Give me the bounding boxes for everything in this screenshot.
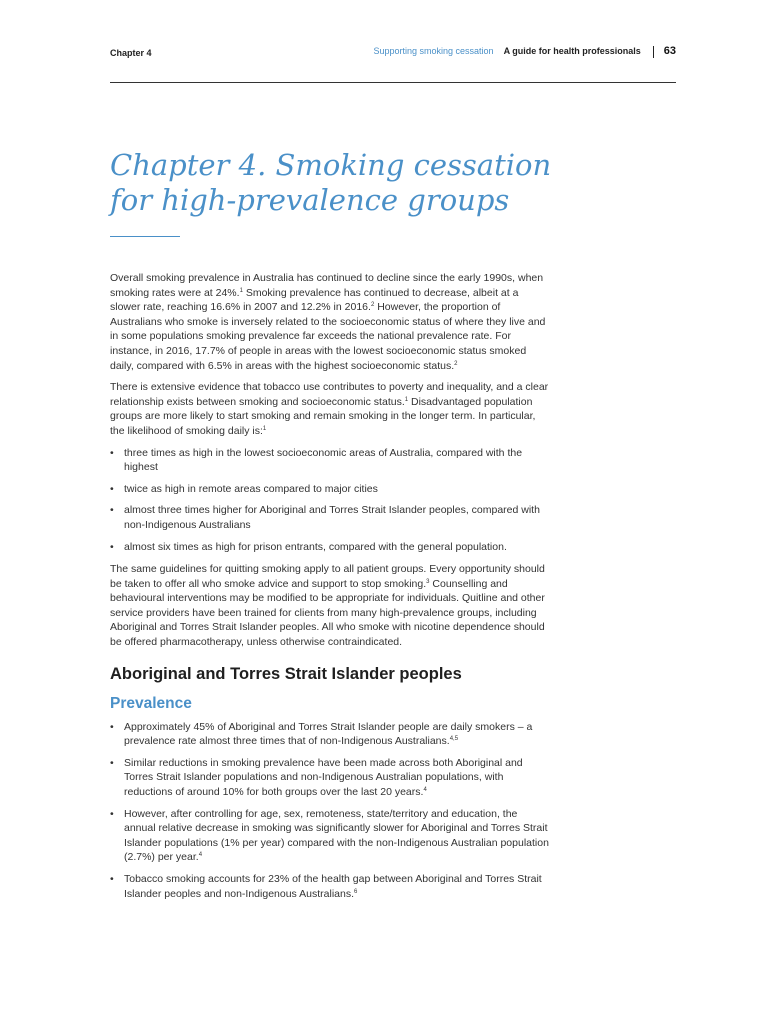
chapter-title-line-2: for high-prevalence groups [110,183,510,217]
citation-marker: 6 [354,888,358,895]
running-header [110,45,676,65]
citation-marker: 1 [262,425,267,432]
header-guide-title: A guide for health professionals [503,46,641,56]
citation-marker: 4,5 [449,736,459,743]
citation-marker: 4 [423,787,427,794]
section-heading: Aboriginal and Torres Strait Islander peoples [110,664,462,683]
citation-marker: 3 [426,578,430,585]
list-item: • almost three times higher for Aboriginal and Torres Strait Islander peoples, compared with non-Indigenous Australians [110,503,550,532]
citation-marker: 1 [239,287,243,294]
list-item: • Approximately 45% of Aboriginal and Torres Strait Islander people are daily smokers – a prevalence rate almost three times that of non-Indigenous Australians.$^{4,5}$ [110,720,550,749]
list-item: • Tobacco smoking accounts for 23% of the health gap between Aboriginal and Torres Strait Islander peoples and non-Indigenous Australians.$^6$ [110,872,550,901]
intro-paragraph-3: The same guidelines for quitting smoking apply to all patient groups. Every opportunity should be taken to offer all who smoke advice and support to stop smoking.$^3$ Counselling and behavioural interventions may be modified to be appropriate for individuals. Quitline and other service providers have been trained for clients from many high-prevalence groups, including Aboriginal and Torres Strait Islander peoples. All who smoke with nicotine dependence should be offered pharmacotherapy, unless otherwise contraindicated. [110,563,545,649]
chapter-title [110,148,670,218]
citation-marker: 1 [404,396,409,403]
header-right-group [373,45,676,58]
header-rule [110,82,676,83]
header-chapter-label: Chapter 4 [110,48,152,58]
list-item: • three times as high in the lowest socioeconomic areas of Australia, compared with the highest [110,446,550,475]
intro-paragraph-2: There is extensive evidence that tobacco use contributes to poverty and inequality, and a clear relationship exists between smoking and socioeconomic status.$^1$ Disadvantaged population groups are more likely to start smoking and remain smoking in the longer term. In particular, the likelihood of smoking daily is:$^1$ [110,381,549,437]
list-item: • Similar reductions in smoking prevalence have been made across both Aboriginal and Torres Strait Islander populations and non-Indigenous Australian populations, with reductions of around 10% for both groups over the last 20 years.$^4$ [110,756,550,800]
likelihood-bullet-list [110,446,550,555]
citation-marker: 2 [370,302,375,309]
list-item: • almost six times as high for prison entrants, compared with the general population. [110,540,550,555]
prevalence-bullet-list [110,720,550,902]
intro-paragraph-1: Overall smoking prevalence in Australia has continued to decline since the early 1990s, when smoking rates were at 24%.$^1$ Smoking prevalence has continued to decrease, albeit at a slower rate, reaching 16.6% in 2007 and 12.2% in 2016.$^2$ However, the proportion of Australians who smoke is inversely related to the socioeconomic status of where they live and in some populations smoking prevalence far exceeds the national prevalence rate. For instance, in 2016, 17.7% of people in areas with the lowest socioeconomic status smoked daily, compared with 6.5% in areas with the highest socioeconomic status.$^2$ [110,272,546,372]
citation-marker: 2 [454,360,458,367]
header-separator [653,46,654,58]
subsection-heading: Prevalence [110,694,192,712]
header-section-title: Supporting smoking cessation [373,46,494,56]
page-number: 63 [663,45,676,57]
list-item: • However, after controlling for age, sex, remoteness, state/territory and education, the annual relative decrease in smoking was significantly slower for Aboriginal and Torres Strait Islander populations (1% per year) compared with the non-Indigenous Australian population (2.7%) per year.$^4$ [110,807,550,865]
title-underline [110,236,180,237]
list-item: • twice as high in remote areas compared to major cities [110,482,550,497]
chapter-title-line-1: Chapter 4. Smoking cessation [110,148,552,182]
citation-marker: 4 [198,852,203,859]
body-content [110,271,550,909]
